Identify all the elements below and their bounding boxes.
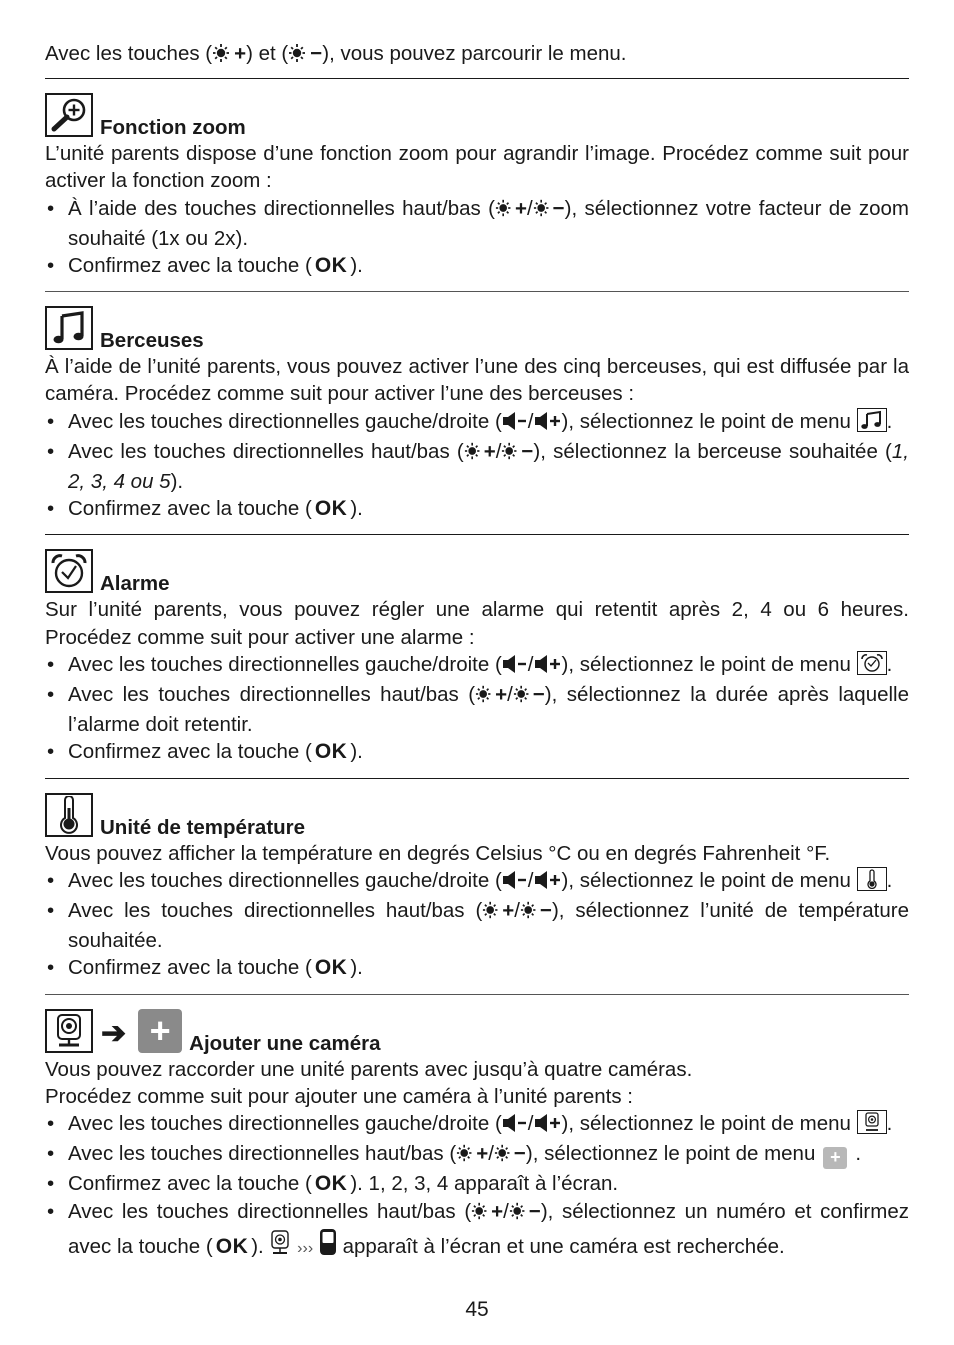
- text: À l’aide des touches directionnelles haut/bas (: [68, 196, 495, 220]
- paragraph: À l’aide de l’unité parents, vous pouvez activer l’une des cinq berceuses, qui est diffusée par la caméra. Procédez comme suit pour activer l’une des berceuses :: [45, 355, 909, 406]
- list-item: • Avec les touches directionnelles gauche/droite ( / ), sélectionnez le point de menu .: [45, 408, 909, 438]
- list-item: [45, 738, 909, 765]
- paragraph: Vous pouvez raccorder une unité parents avec jusqu’à quatre caméras.: [45, 1057, 693, 1081]
- text: ), sélectionnez le point de menu: [561, 652, 851, 676]
- list-item: [45, 252, 909, 279]
- minus-sign: −: [552, 196, 565, 220]
- text: Avec les touches directionnelles haut/bas (: [68, 1199, 472, 1223]
- list-item: • Avec les touches directionnelles haut/bas ( +/ −), sélectionnez la berceuse souhaitée (1, 2, 3, 4 ou 5).: [45, 438, 909, 495]
- paragraph: Vous pouvez afficher la température en degrés Celsius °C ou en degrés Fahrenheit °F.: [45, 841, 831, 865]
- text: Avec les touches directionnelles gauche/droite (: [68, 868, 502, 892]
- plus-sign: +: [483, 439, 496, 463]
- text: ). 1, 2, 3, 4 apparaît à l’écran.: [350, 1172, 619, 1196]
- bullet-list: [45, 867, 909, 982]
- alarm-clock-icon: [857, 651, 887, 675]
- brightness-icon: [464, 441, 484, 468]
- text: ).: [350, 956, 363, 980]
- parent-unit-icon: [319, 1228, 337, 1263]
- brightness-icon: [513, 684, 533, 711]
- text: ).: [170, 470, 184, 494]
- camera-icon: [269, 1230, 291, 1263]
- section-heading: [45, 302, 909, 353]
- ok-key-icon: OK: [314, 1172, 348, 1196]
- text: Avec les touches directionnelles gauche/droite (: [68, 1112, 502, 1136]
- section-lullaby: [45, 292, 909, 535]
- minus-sign: −: [310, 42, 323, 65]
- bullet-list: [45, 408, 909, 523]
- list-item: • Avec les touches directionnelles haut/bas ( +/ −), sélectionnez l’unité de température souhaitée.: [45, 897, 909, 954]
- text: ), sélectionnez la berceuse souhaitée (: [533, 439, 892, 463]
- camera-icon: [857, 1110, 887, 1134]
- text: ), sélectionnez le point de menu: [561, 868, 851, 892]
- list-item: • À l’aide des touches directionnelles haut/bas ( +/ −), sélectionnez votre facteur de zoom souhaité (1x ou 2x).: [45, 195, 909, 252]
- music-note-icon: [857, 408, 887, 432]
- manual-page: [45, 40, 909, 1275]
- text: Confirmez avec la touche (: [68, 956, 312, 980]
- text: ), sélectionnez un numéro et confirmez avec la touche (: [68, 1199, 909, 1258]
- section-title: Ajouter une caméra: [189, 1031, 381, 1055]
- volume-up-icon: [534, 1113, 562, 1140]
- brightness-icon: [520, 900, 540, 927]
- text: ), sélectionnez la durée après laquelle l’alarme doit retentir.: [68, 683, 909, 737]
- text: Avec les touches directionnelles gauche/droite (: [68, 409, 502, 433]
- text: ), sélectionnez le point de menu: [561, 409, 851, 433]
- volume-up-icon: [534, 870, 562, 897]
- text: ).: [350, 740, 363, 764]
- section-heading: [45, 1005, 909, 1053]
- section-title: Fonction zoom: [100, 116, 246, 140]
- brightness-icon: [495, 198, 515, 225]
- section-heading: [45, 545, 909, 596]
- list-item: • Avec les touches directionnelles haut/bas ( +/ −), sélectionnez le point de menu + .: [45, 1140, 909, 1170]
- text: Confirmez avec la touche (: [68, 1172, 312, 1196]
- text: Avec les touches directionnelles haut/bas (: [68, 899, 483, 923]
- camera-icon: [45, 1009, 93, 1053]
- searching-dots-icon: ›››: [297, 1239, 314, 1257]
- brightness-icon: [456, 1143, 476, 1170]
- text: ).: [350, 497, 363, 521]
- section-title: Unité de température: [100, 815, 306, 839]
- text: ).: [350, 254, 363, 278]
- brightness-icon: [501, 441, 521, 468]
- minus-sign: −: [521, 439, 534, 463]
- plus-sign: +: [502, 899, 515, 923]
- plus-sign: +: [491, 1199, 504, 1223]
- volume-up-icon: [534, 411, 562, 438]
- text: ), sélectionnez le point de menu: [561, 1112, 851, 1136]
- brightness-icon: [475, 684, 495, 711]
- section-alarm: [45, 535, 909, 778]
- intro-line: [45, 40, 909, 79]
- section-temperature: [45, 779, 909, 995]
- paragraph: L’unité parents dispose d’une fonction zoom pour agrandir l’image. Procédez comme suit pour activer la fonction zoom :: [45, 142, 909, 193]
- text: Avec les touches directionnelles haut/bas (: [68, 683, 476, 707]
- volume-down-icon: [502, 870, 528, 897]
- text: Avec les touches directionnelles haut/bas (: [68, 1142, 457, 1166]
- paragraph: Sur l’unité parents, vous pouvez régler une alarme qui retentit après 2, 4 ou 6 heures. Procédez comme suit pour activer une alarme :: [45, 598, 909, 649]
- ok-key-icon: OK: [215, 1234, 249, 1258]
- list-item: [45, 1170, 909, 1197]
- lullaby-numbers: 1, 2, 3, 4 ou 5: [68, 439, 909, 494]
- brightness-icon: [288, 43, 310, 70]
- ok-key-icon: OK: [314, 254, 348, 278]
- thermometer-icon: [45, 793, 93, 837]
- minus-sign: −: [528, 1199, 541, 1223]
- plus-sign: +: [495, 683, 508, 707]
- section-add-camera: [45, 995, 909, 1275]
- ok-key-icon: OK: [314, 740, 348, 764]
- text: Avec les touches directionnelles haut/bas (: [68, 439, 464, 463]
- text: ).: [251, 1234, 264, 1258]
- paragraph: Procédez comme suit pour ajouter une caméra à l’unité parents :: [45, 1084, 633, 1108]
- page-number: 45: [465, 1298, 489, 1321]
- section-heading: [45, 89, 909, 140]
- minus-sign: −: [539, 899, 552, 923]
- list-item: • Avec les touches directionnelles haut/bas ( +/ −), sélectionnez un numéro et confirmez avec la touche ( OK ). ››› apparaît à l’écran et une caméra est recherchée.: [45, 1198, 909, 1263]
- section-zoom: [45, 79, 909, 292]
- text: ), sélectionnez le point de menu: [525, 1142, 816, 1166]
- ok-key-icon: OK: [314, 956, 348, 980]
- arrow-right-icon: ➔: [101, 1016, 127, 1050]
- text: Confirmez avec la touche (: [68, 254, 312, 278]
- text: Avec les touches directionnelles gauche/droite (: [68, 652, 502, 676]
- list-item: • Avec les touches directionnelles gauche/droite ( / ), sélectionnez le point de menu .: [45, 651, 909, 681]
- text: Confirmez avec la touche (: [68, 497, 312, 521]
- intro-text-pre: Avec les touches (: [45, 42, 213, 65]
- section-title: Berceuses: [100, 329, 204, 353]
- text: apparaît à l’écran et une caméra est recherchée.: [342, 1234, 785, 1258]
- brightness-icon: [533, 198, 553, 225]
- plus-sign: +: [514, 196, 527, 220]
- thermometer-icon: [857, 867, 887, 891]
- volume-up-icon: [534, 654, 562, 681]
- text: ), sélectionnez l’unité de température souhaitée.: [68, 899, 909, 953]
- alarm-clock-icon: [45, 549, 93, 593]
- list-item: [45, 495, 909, 522]
- zoom-in-icon: [45, 93, 93, 137]
- brightness-icon: [494, 1143, 514, 1170]
- add-plus-icon: +: [823, 1147, 847, 1169]
- list-item: • Avec les touches directionnelles haut/bas ( +/ −), sélectionnez la durée après laquelle l’alarme doit retentir.: [45, 681, 909, 738]
- minus-sign: −: [513, 1142, 526, 1166]
- brightness-icon: [482, 900, 502, 927]
- bullet-list: [45, 651, 909, 766]
- brightness-icon: [509, 1201, 529, 1228]
- volume-down-icon: [502, 654, 528, 681]
- list-item: • Avec les touches directionnelles gauche/droite ( / ), sélectionnez le point de menu .: [45, 1110, 909, 1140]
- volume-down-icon: [502, 1113, 528, 1140]
- ok-key-icon: OK: [314, 497, 348, 521]
- text: ), sélectionnez votre facteur de zoom souhaité (1x ou 2x).: [68, 196, 910, 250]
- plus-sign: +: [234, 42, 247, 65]
- music-note-icon: [45, 306, 93, 350]
- bullet-list: [45, 1110, 909, 1263]
- intro-text-mid: ) et (: [246, 42, 289, 65]
- intro-text-post: ), vous pouvez parcourir le menu.: [322, 42, 627, 65]
- text: Confirmez avec la touche (: [68, 740, 312, 764]
- minus-sign: −: [532, 683, 545, 707]
- list-item: [45, 954, 909, 981]
- plus-sign: +: [476, 1142, 489, 1166]
- volume-down-icon: [502, 411, 528, 438]
- add-plus-icon: +: [138, 1009, 182, 1053]
- bullet-list: [45, 195, 909, 280]
- brightness-icon: [471, 1201, 491, 1228]
- list-item: • Avec les touches directionnelles gauche/droite ( / ), sélectionnez le point de menu .: [45, 867, 909, 897]
- section-title: Alarme: [100, 572, 170, 596]
- brightness-icon: [212, 43, 234, 70]
- section-heading: [45, 789, 909, 837]
